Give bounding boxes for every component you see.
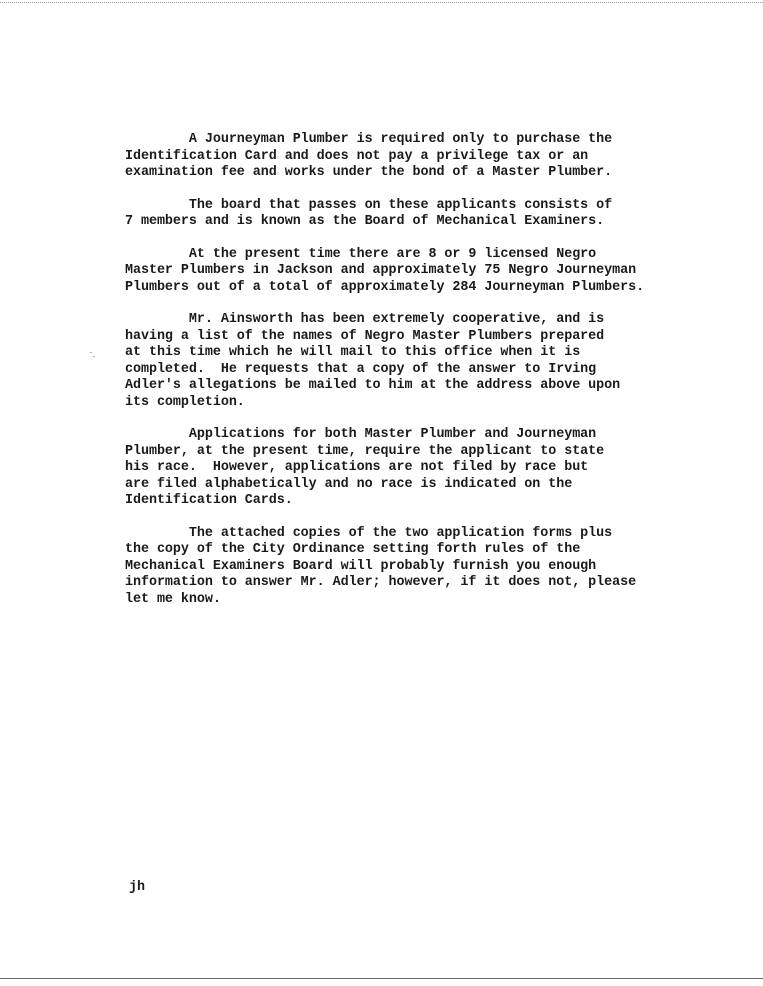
paragraph-ainsworth-cooperation: Mr. Ainsworth has been extremely cooperative, and is having a list of the names of Negro Master Plumbers prepared at this time which he will mail to this office when it is completed. He requests that a copy of the answer to Irving Adler's allegations be mailed to him at the address above upon its completion.: [125, 312, 621, 410]
top-page-border: [0, 2, 763, 3]
typist-initials: jh: [129, 880, 146, 895]
paragraph-journeyman-requirements: A Journeyman Plumber is required only to purchase the Identification Card and does not pay a privilege tax or an examination fee and works under the bond of a Master Plumber.: [125, 132, 613, 180]
bottom-page-edge: [0, 978, 763, 979]
paragraph-applications-race: Applications for both Master Plumber and Journeyman Plumber, at the present time, require the applicant to state his race. However, applications are not filed by race but are filed alphabetically and no race is indicated on the Identification Cards.: [125, 427, 605, 508]
scan-speck: [90, 352, 92, 353]
scan-speck: [93, 356, 95, 357]
letter-body: [125, 132, 725, 624]
paragraph-plumber-counts: At the present time there are 8 or 9 licensed Negro Master Plumbers in Jackson and approximately 75 Negro Journeyman Plumbers out of a total of approximately 284 Journeyman Plumbers.: [125, 246, 645, 295]
paragraph-board-composition: The board that passes on these applicants consists of 7 members and is known as the Board of Mechanical Examiners.: [125, 197, 613, 229]
paragraph-attached-copies: The attached copies of the two application forms plus the copy of the City Ordinance setting forth rules of the Mechanical Examiners Board will probably furnish you enough information to answer Mr. Adler; however, if it does not, please let me know.: [125, 525, 637, 607]
